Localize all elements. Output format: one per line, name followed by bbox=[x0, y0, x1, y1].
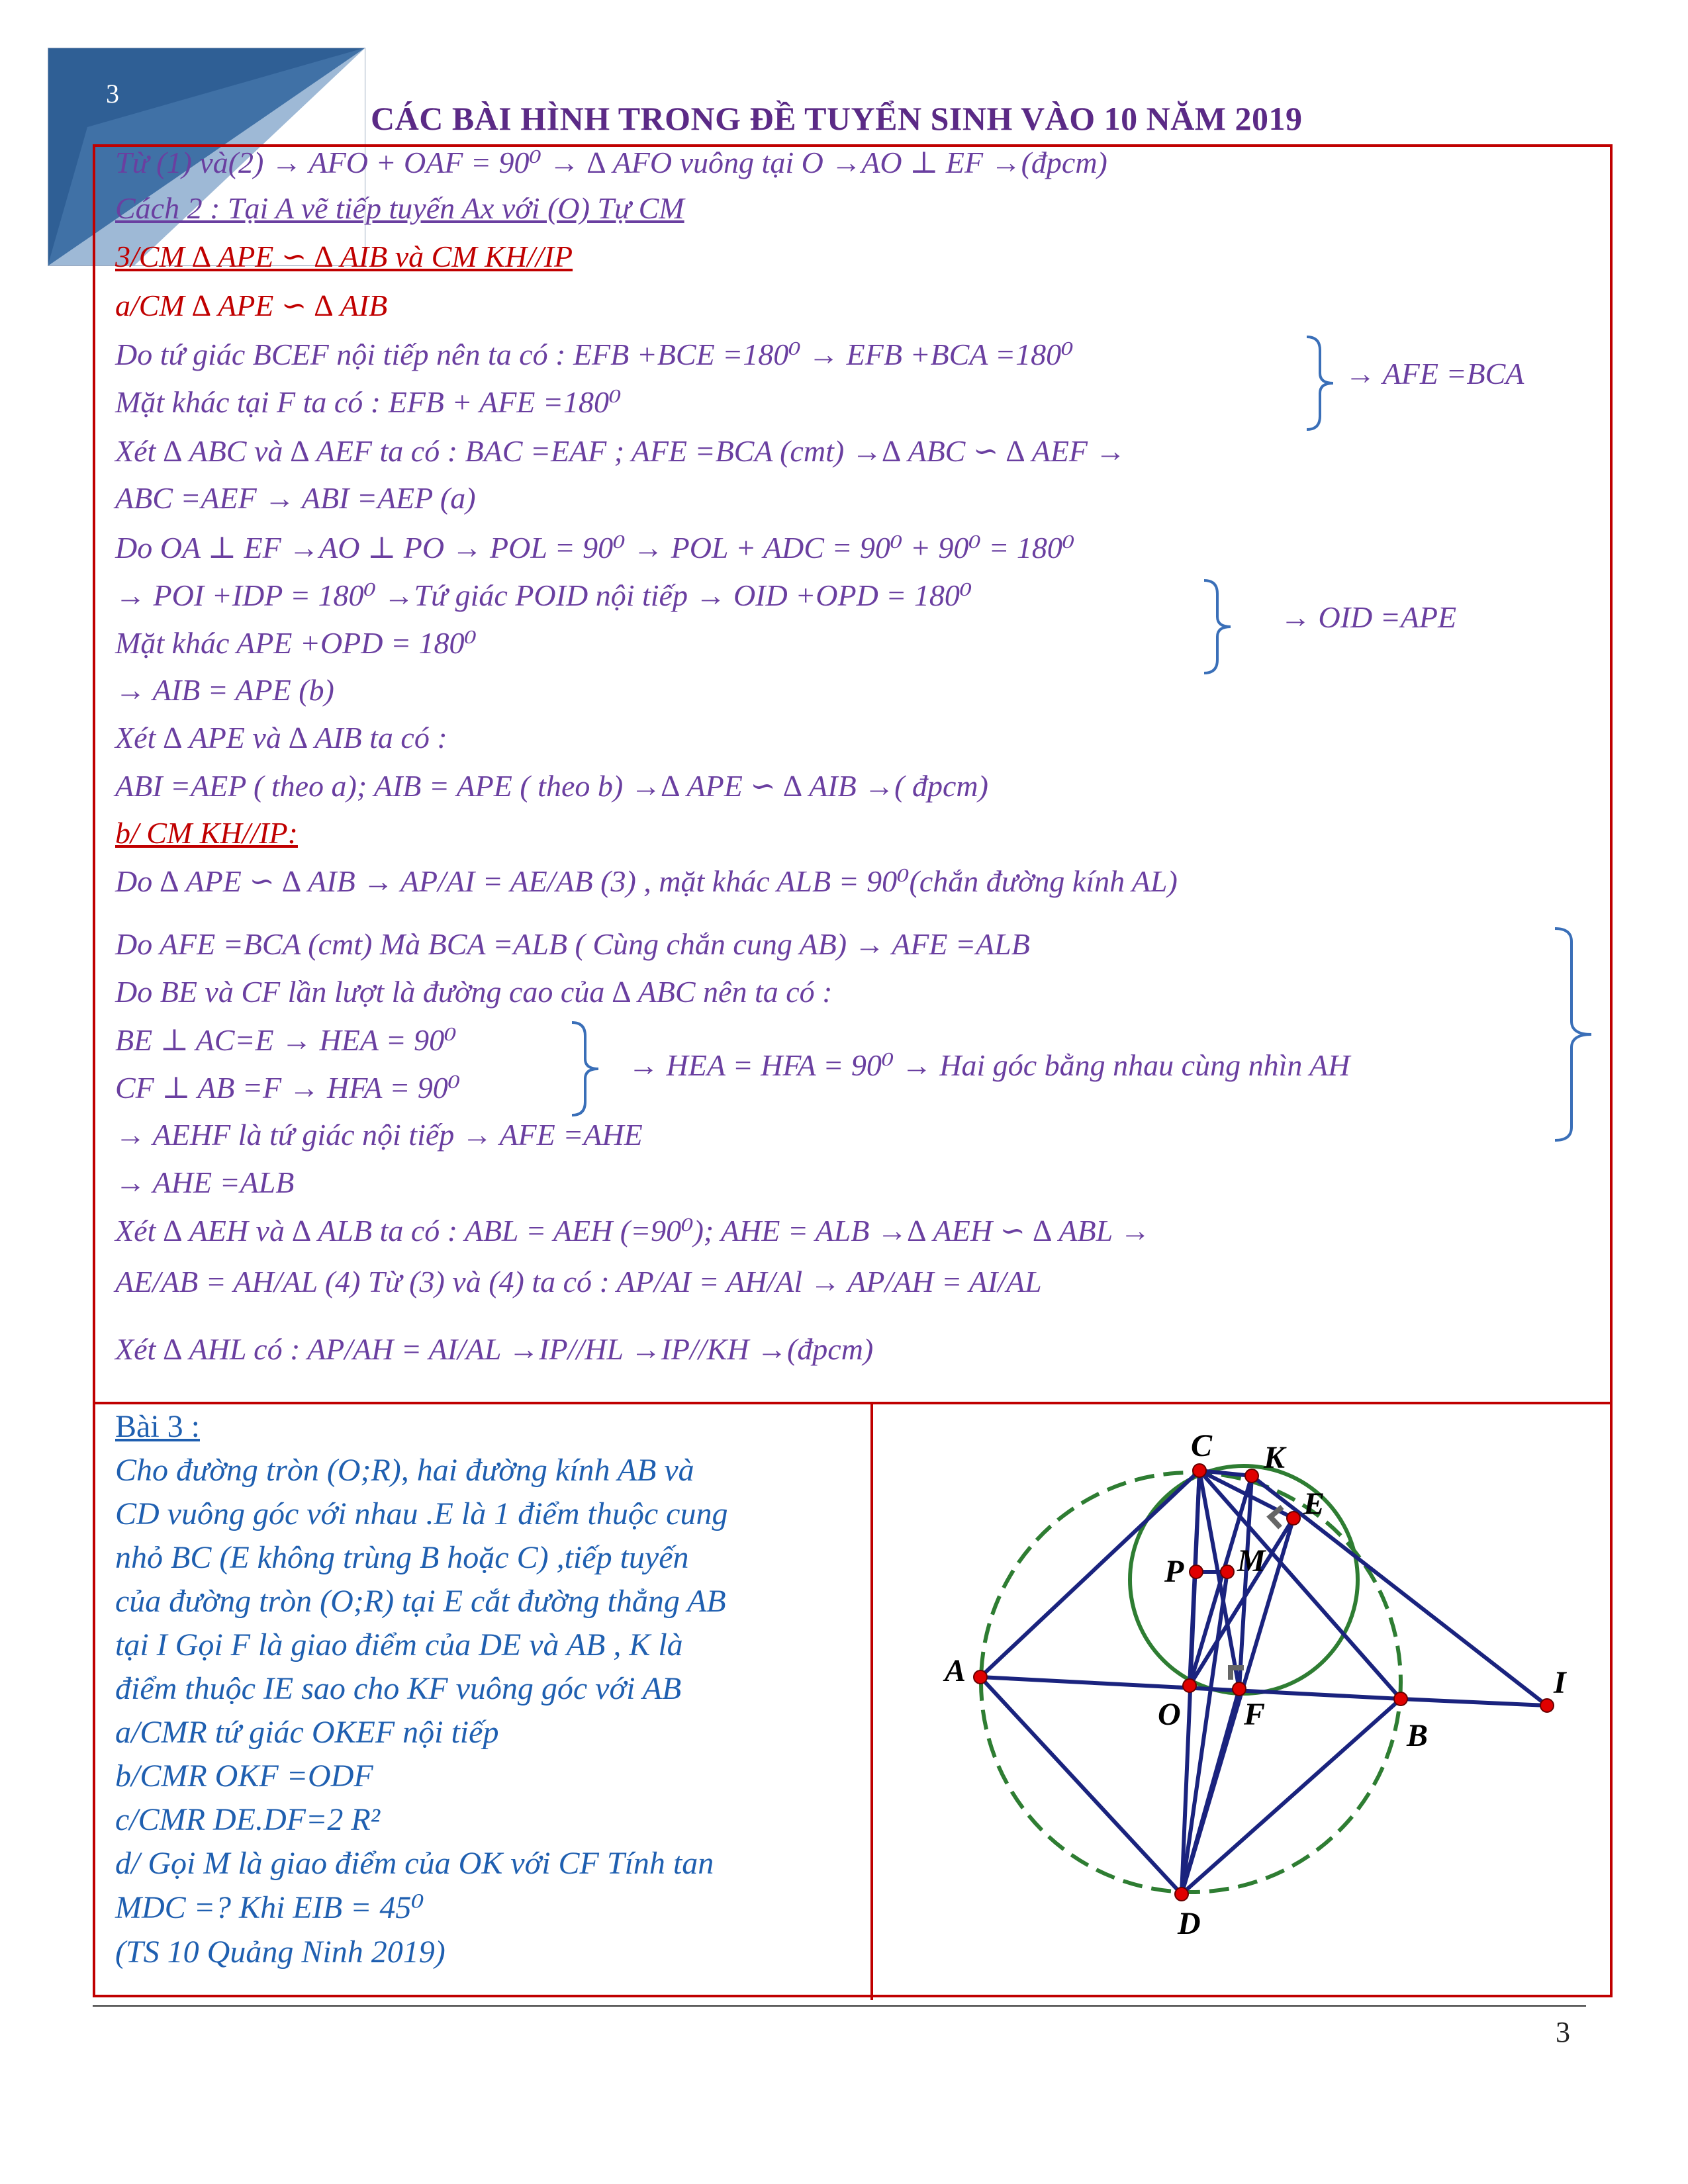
point-A bbox=[974, 1670, 987, 1684]
bai3-line: b/CMR OKF =ODF bbox=[115, 1758, 373, 1794]
point-P bbox=[1190, 1565, 1203, 1578]
label-I: I bbox=[1554, 1665, 1566, 1700]
bai3-source: (TS 10 Quảng Ninh 2019) bbox=[115, 1934, 445, 1970]
solution-line: AE/AB = AH/AL (4) Từ (3) và (4) ta có : AP/AI = AH/Al → AP/AH = AI/AL bbox=[115, 1265, 1042, 1298]
bai3-line: a/CMR tứ giác OKEF nội tiếp bbox=[115, 1715, 499, 1750]
side-note-oid-ape: → OID =APE bbox=[1280, 600, 1457, 634]
segment-KI bbox=[1252, 1476, 1547, 1706]
bai3-line: d/ Gọi M là giao điểm của OK với CF Tính tan bbox=[115, 1846, 714, 1881]
bai3-line: của đường tròn (O;R) tại E cắt đường thẳng AB bbox=[115, 1584, 726, 1619]
label-C: C bbox=[1191, 1428, 1213, 1463]
solution-line: ABI =AEP ( theo a); AIB = APE ( theo b) →∆ APE ∽ ∆ AIB →( đpcm) bbox=[115, 769, 988, 803]
solution-line: Mặt khác tại F ta có : EFB + AFE =180⁰ bbox=[115, 385, 622, 419]
solution-line: b/ CM KH//IP: bbox=[115, 816, 298, 850]
bai3-problem bbox=[95, 1404, 873, 2000]
point-K bbox=[1245, 1469, 1258, 1482]
bai3-line: điểm thuộc IE sao cho KF vuông góc với AB bbox=[115, 1671, 682, 1706]
footer-rule bbox=[93, 2005, 1586, 2007]
bai3-line: nhỏ BC (E không trùng B hoặc C) ,tiếp tuyến bbox=[115, 1540, 689, 1575]
bai3-line: CD vuông góc với nhau .E là 1 điểm thuộc cung bbox=[115, 1496, 728, 1531]
solution-line: Do AFE =BCA (cmt) Mà BCA =ALB ( Cùng chắn cung AB) → AFE =ALB bbox=[115, 927, 1030, 961]
label-B: B bbox=[1407, 1718, 1429, 1753]
geometry-figure bbox=[873, 1404, 1615, 1997]
solution-line: Xét ∆ AHL có : AP/AH = AI/AL →IP//HL →IP//KH →(đpcm) bbox=[115, 1332, 874, 1366]
brace-icon bbox=[569, 1019, 608, 1118]
solution-line: BE ⊥ AC=E → HEA = 90⁰ bbox=[115, 1023, 457, 1057]
solution-line: a/CM ∆ APE ∽ ∆ AIB bbox=[115, 289, 388, 322]
solution-line: ABC =AEF → ABI =AEP (a) bbox=[115, 481, 476, 515]
solution-line: → AEHF là tứ giác nội tiếp → AFE =AHE bbox=[115, 1118, 643, 1152]
point-B bbox=[1394, 1692, 1407, 1706]
bai3-line: c/CMR DE.DF=2 R² bbox=[115, 1802, 381, 1837]
solution-line: Xét ∆ APE và ∆ AIB ta có : bbox=[115, 721, 447, 754]
bai3-line: MDC =? Khi EIB = 45⁰ bbox=[115, 1890, 424, 1925]
label-A: A bbox=[945, 1653, 966, 1688]
solution-line: Do ∆ APE ∽ ∆ AIB → AP/AI = AE/AB (3) , mặt khác ALB = 90⁰(chắn đường kính AL) bbox=[115, 864, 1178, 898]
solution-line: CF ⊥ AB =F → HFA = 90⁰ bbox=[115, 1071, 461, 1105]
side-note-afe-bca: → AFE =BCA bbox=[1345, 357, 1524, 390]
point-M bbox=[1221, 1565, 1234, 1578]
solution-line: Do BE và CF lần lượt là đường cao của ∆ ABC nên ta có : bbox=[115, 975, 833, 1009]
segment-BI bbox=[1401, 1699, 1547, 1706]
point-E bbox=[1287, 1512, 1300, 1525]
solution-line: Cách 2 : Tại A vẽ tiếp tuyến Ax với (O) Tự CM bbox=[115, 191, 684, 225]
solution-section bbox=[95, 147, 1610, 1404]
label-M: M bbox=[1237, 1543, 1266, 1578]
point-D bbox=[1175, 1888, 1188, 1901]
point-I bbox=[1540, 1699, 1554, 1712]
right-angle-mark-E bbox=[1270, 1507, 1282, 1527]
solution-line: → AHE =ALB bbox=[115, 1165, 295, 1199]
geometry-figure-panel bbox=[873, 1404, 1615, 2000]
solution-line: Mặt khác APE +OPD = 180⁰ bbox=[115, 626, 477, 660]
main-frame bbox=[93, 144, 1613, 1997]
label-O: O bbox=[1158, 1697, 1181, 1732]
label-D: D bbox=[1178, 1906, 1201, 1941]
point-F bbox=[1233, 1682, 1246, 1696]
solution-line: → POI +IDP = 180⁰ →Tứ giác POID nội tiếp → OID +OPD = 180⁰ bbox=[115, 578, 972, 612]
solution-line: 3/CM ∆ APE ∽ ∆ AIB và CM KH//IP bbox=[115, 240, 573, 273]
segment-CB bbox=[1199, 1471, 1401, 1699]
brace-icon bbox=[1201, 577, 1241, 676]
point-C bbox=[1193, 1464, 1206, 1477]
solution-line: Xét ∆ AEH và ∆ ALB ta có : ABL = AEH (=90⁰); AHE = ALB →∆ AEH ∽ ∆ ABL → bbox=[115, 1214, 1150, 1248]
side-note-hea-hfa: → HEA = HFA = 90⁰ → Hai góc bằng nhau cùng nhìn AH bbox=[628, 1048, 1350, 1082]
bai3-heading: Bài 3 : bbox=[115, 1409, 200, 1444]
solution-line: → AIB = APE (b) bbox=[115, 673, 334, 707]
label-E: E bbox=[1303, 1486, 1325, 1522]
label-P: P bbox=[1164, 1554, 1184, 1589]
solution-line: Xét ∆ ABC và ∆ AEF ta có : BAC =EAF ; AFE =BCA (cmt) →∆ ABC ∽ ∆ AEF → bbox=[115, 434, 1126, 468]
point-O bbox=[1183, 1679, 1196, 1692]
bai3-line: Cho đường tròn (O;R), hai đường kính AB và bbox=[115, 1453, 694, 1488]
page-number-bottom: 3 bbox=[1556, 2016, 1570, 2048]
page-number-top: 3 bbox=[106, 79, 119, 109]
page-title: CÁC BÀI HÌNH TRONG ĐỀ TUYỂN SINH VÀO 10 NĂM 2019 bbox=[371, 100, 1303, 137]
solution-line: Do OA ⊥ EF →AO ⊥ PO → POL = 90⁰ → POL + ADC = 90⁰ + 90⁰ = 180⁰ bbox=[115, 531, 1075, 565]
solution-line: Từ (1) và(2) → AFO + OAF = 90⁰ → ∆ AFO vuông tại O →AO ⊥ EF →(đpcm) bbox=[115, 146, 1107, 179]
brace-icon bbox=[1552, 925, 1605, 1144]
bai3-line: tại I Gọi F là giao điểm của DE và AB , K là bbox=[115, 1627, 683, 1662]
label-K: K bbox=[1264, 1440, 1286, 1475]
solution-line: Do tứ giác BCEF nội tiếp nên ta có : EFB +BCE =180⁰ → EFB +BCA =180⁰ bbox=[115, 338, 1074, 371]
brace-icon bbox=[1303, 334, 1343, 433]
label-F: F bbox=[1244, 1697, 1266, 1732]
